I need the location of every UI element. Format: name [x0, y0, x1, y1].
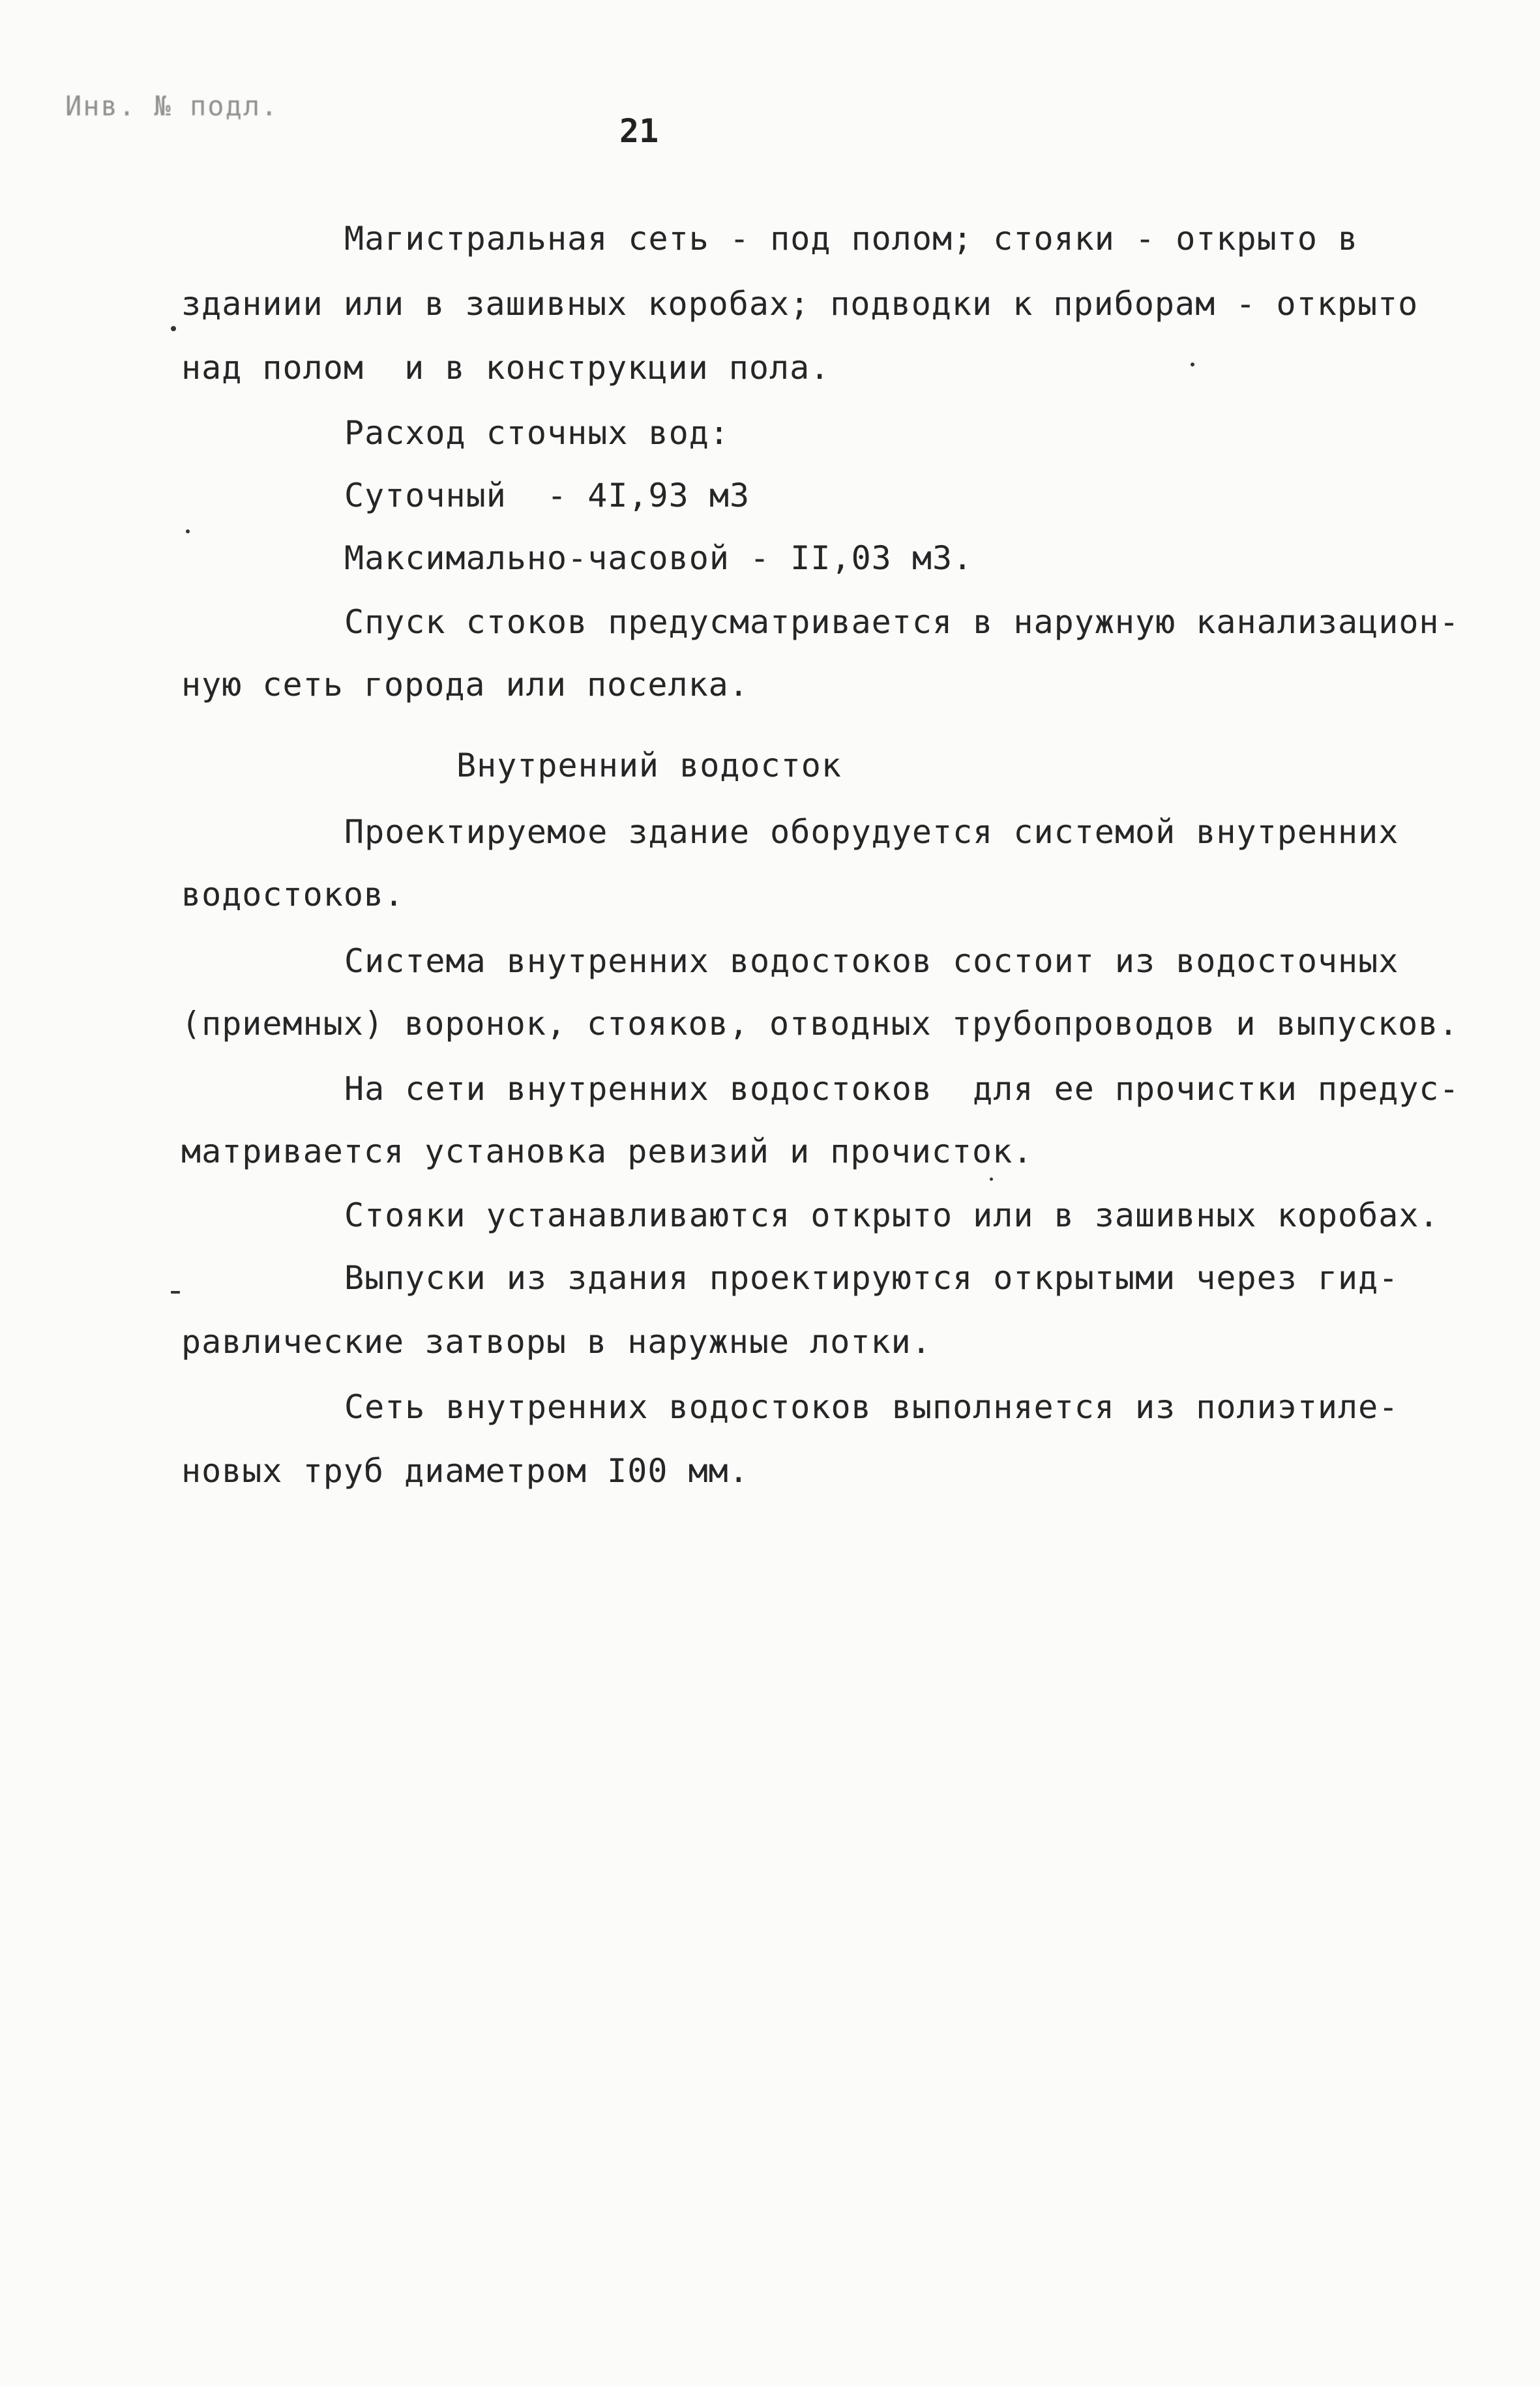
text-line: ную сеть города или поселка.	[181, 666, 749, 704]
text-line: равлические затворы в наружные лотки.	[181, 1323, 932, 1361]
text-line: Проектируемое здание оборудуется системой внутренних	[344, 813, 1399, 851]
text-line: Выпуски из здания проектируются открытыми через гид-	[344, 1259, 1399, 1297]
section-heading: Внутренний водосток	[456, 747, 842, 784]
text-line: зданиии или в зашивных коробах; подводки к приборам - открыто	[181, 285, 1419, 323]
text-line: Максимально-часовой - II,03 м3.	[344, 539, 973, 577]
text-line: новых труб диаметром I00 мм.	[181, 1452, 749, 1490]
text-line: Суточный - 4I,93 м3	[344, 477, 750, 514]
text-line: Стояки устанавливаются открыто или в зашивных коробах.	[344, 1196, 1440, 1234]
text-line: водостоков.	[181, 876, 405, 913]
scan-speck	[1191, 363, 1194, 366]
text-line: Спуск стоков предусматривается в наружную канализацион-	[344, 603, 1460, 641]
scan-speck	[990, 1178, 993, 1181]
text-line: Расход сточных вод:	[344, 414, 730, 452]
page-number: 21	[619, 112, 659, 150]
text-line: Сеть внутренних водостоков выполняется из полиэтиле-	[344, 1388, 1399, 1426]
inventory-stamp: Инв. № подл.	[65, 90, 279, 122]
scan-speck	[171, 1291, 180, 1294]
text-line: Система внутренних водостоков состоит из водосточных	[344, 942, 1399, 980]
scan-speck	[171, 326, 176, 331]
text-line: матривается установка ревизий и прочисток.	[181, 1133, 1033, 1170]
text-line: над полом и в конструкции пола.	[181, 349, 831, 387]
text-line: (приемных) воронок, стояков, отводных трубопроводов и выпусков.	[181, 1005, 1459, 1043]
text-line: На сети внутренних водостоков для ее прочистки предус-	[344, 1070, 1460, 1108]
text-line: Магистральная сеть - под полом; стояки - открыто в	[344, 220, 1359, 258]
scan-speck	[186, 529, 190, 533]
